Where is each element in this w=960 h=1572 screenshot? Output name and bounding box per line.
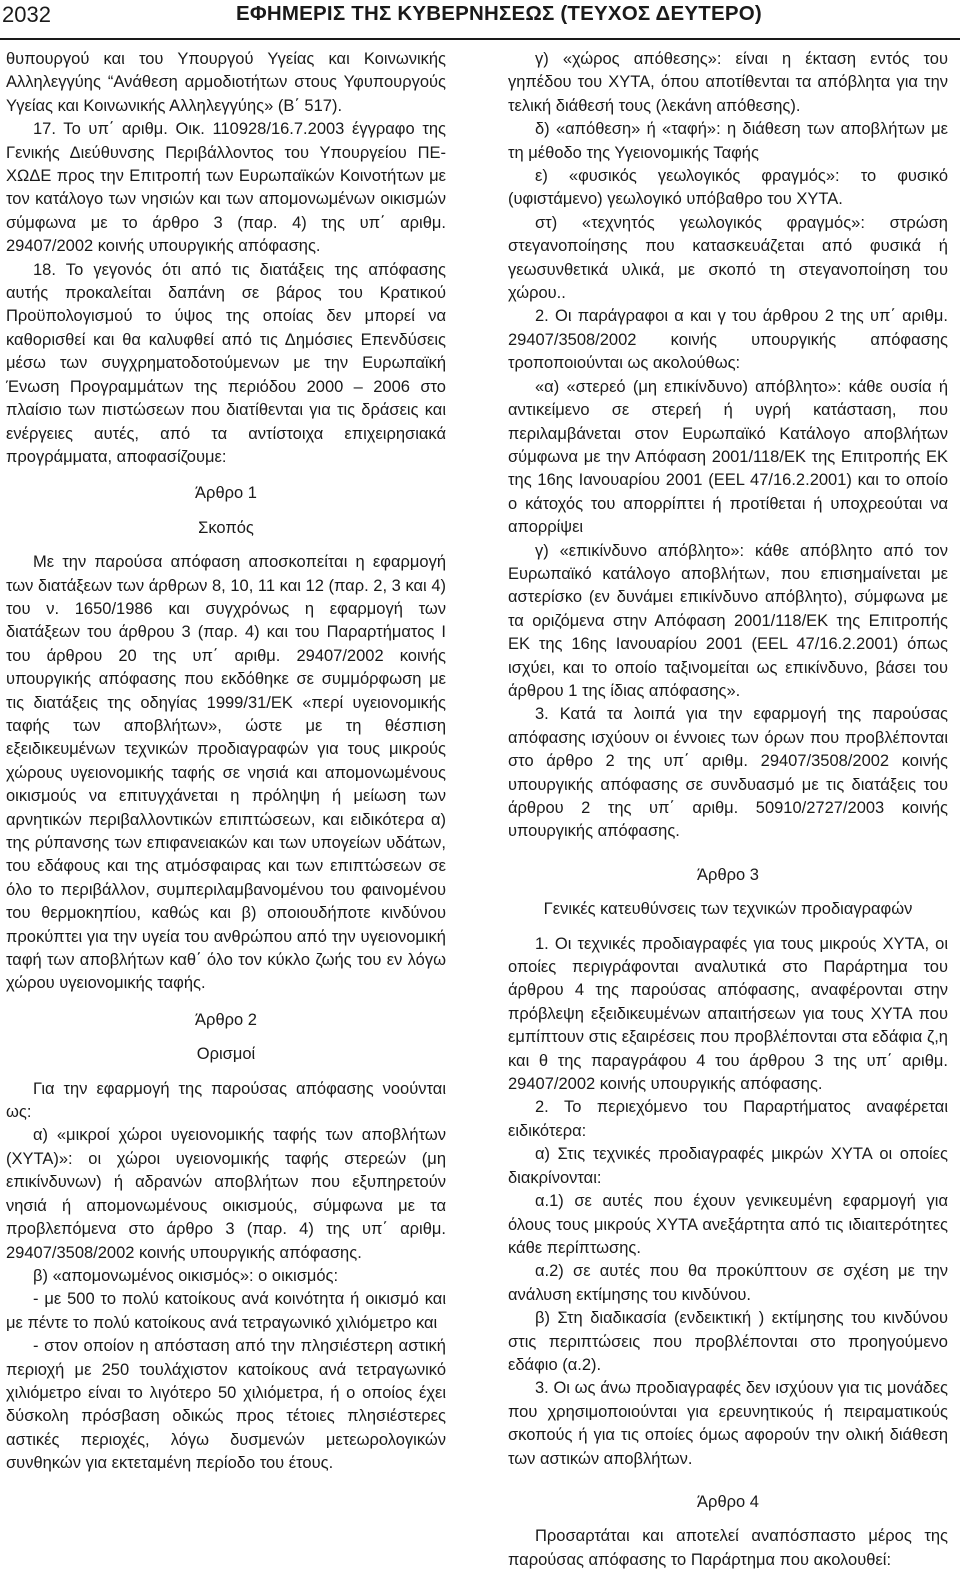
paragraph: ε) «φυσικός γεωλογικός φραγμός»: το φυσικό (υφιστάμενο) γεωλογικό υπόβαθρο του ΧΥΤΑ. (508, 167, 948, 209)
paragraph: α.1) σε αυτές που έχουν γενικευμένη εφαρμογή για όλους τους μικρούς ΧΥΤΑ ανεξάρτητα από τις ιδιαιτερότητες κάθε περίπτωσης. (508, 1192, 948, 1257)
paragraph: γ) «επικίνδυνο απόβλητο»: κάθε απόβλητο από τον Ευρωπαϊκό κατάλογο αποβλήτων, που επισημαίνεται με αστερίσκο (εν δυνάμει επικίνδυνο απόβλητο), σύμφωνα με τα οριζόμενα στην Απόφαση 2001/118/ΕΚ της Επιτροπής ΕΚ της 16ης Ιανουαρίου 2001 (ΕΕL 47/16.2.2001) όπως ισχύει, και το οποίο ταξινομείται ως επικίνδυνο, βάσει του άρθρου 1 της ίδιας απόφασης». (508, 541, 948, 700)
paragraph: 18. Το γεγονός ότι από τις διατάξεις της απόφασης αυτής προκαλείται δαπάνη σε βάρος του Κρατικού Προϋπολογισμού το ύψος της οποίας δεν μπορεί να καθορισθεί και θα καλυφθεί από τις Δημόσιες Επενδύσεις μέσω των συγχρηματοδοτούμενων με την Ευρωπαϊκή Ένωση Προγραμμάτων της περιόδου 2000 – 2006 στο πλαίσιο των πιστώσεων που διατίθενται για τις δράσεις και ενέργειες αυτές, από τα αντίστοιχα επιχειρησιακά προγράμματα, αποφασίζουμε: (6, 260, 446, 466)
paragraph: στ) «τεχνητός γεωλογικός φραγμός»: στρώση στεγανοποίησης που κατασκευάζεται από φυσικά ή γεωσυνθετικά υλικά, με σκοπό τη στεγανοποίηση του χώρου.. (508, 213, 948, 303)
paragraph: 3. Κατά τα λοιπά για την εφαρμογή της παρούσας απόφασης ισχύουν οι έννοιες των όρων που προβλέπονται στο άρθρο 2 της υπ΄ αριθμ. 29407/3508/2002 κοινής υπουργικής απόφασης σε συνδυασμό με τις διατάξεις του άρθρου 2 της υπ΄ αριθμ. 50910/2727/2003 κοινής υπουργικής απόφασης. (508, 705, 948, 841)
article-4-heading: Άρθρο 4 (697, 1492, 759, 1511)
paragraph: θυπουργού και του Υπουργού Υγείας και Κοινωνικής Αλληλεγγύης “Ανάθεση αρμοδιοτήτων στους Υφυπουργούς Υγείας και Κοινωνικής Αλληλεγγύης» (Β΄ 517). (6, 50, 446, 115)
paragraph: γ) «χώρος απόθεσης»: είναι η έκταση εντός του γηπέδου του ΧΥΤΑ, όπου αποτίθενται τα απόβλητα για την τελική διάθεσή τους (λεκάνη απόθεσης). (508, 50, 948, 115)
paragraph: 17. Το υπ΄ αριθμ. Οικ. 110928/16.7.2003 έγγραφο της Γενικής Διεύθυνσης Περιβάλλοντος του Υπουργείου ΠΕ-ΧΩΔΕ προς την Επιτροπή των Ευρωπαϊκών Κοινοτήτων με τον κατάλογο των νησιών και των απομονωμένων οικισμών σύμφωνα με το άρθρο 3 (παρ. 4) της υπ΄ αριθμ. 29407/2002 κοινής υπουργικής απόφασης. (6, 120, 446, 256)
paragraph: 2. Το περιεχόμενο του Παραρτήματος αναφέρεται ειδικότερα: (508, 1098, 948, 1140)
paragraph: α.2) σε αυτές που θα προκύπτουν σε σχέση με την ανάλυση εκτίμησης του κινδύνου. (508, 1262, 948, 1304)
paragraph: Με την παρούσα απόφαση αποσκοπείται η εφαρμογή των διατάξεων των άρθρων 8, 10, 11 και 12 (παρ. 2, 3 και 4) του ν. 1650/1986 και συγχρόνως η εφαρμογή των διατάξεων του άρθρου 3 (παρ. 4) και του Παραρτήματος Ι του άρθρου 20 της υπ΄ αριθμ. 29407/2002 κοινής υπουργικής απόφασης που εκδόθηκε σε συμμόρφωση με τις διατάξεις της οδηγίας 1999/31/ΕΚ «περί υγειονομικής ταφής των αποβλήτων», ώστε με τη θέσπιση εξειδικευμένων τεχνικών προδιαγραφών για τους μικρούς χώρους υγειονομικής ταφής σε νησιά και απομονωμένους οικισμούς να επιτυγχάνεται η πρόληψη ή μείωση των αρνητικών περιβαλλοντικών επιπτώσεων, και ειδικότερα α) της ρύπανσης των επιφανειακών και των υπογείων υδάτων, του εδάφους και της ατμόσφαιρας και των επιπτώσεων σε όλο το περιβάλλον, συμπεριλαμβανομένου του φαινομένου του θερμοκηπίου, καθώς και β) οποιουδήποτε κινδύνου προκύπτει για την υγεία του ανθρώπου από την υγειονομική ταφή των αποβλήτων καθ΄ όλο τον κύκλο ζωής του εν λόγω χώρου υγειονομικής ταφής. (6, 553, 446, 993)
article-1-title: Σκοπός (198, 518, 254, 537)
paragraph: - με 500 το πολύ κατοίκους ανά κοινότητα ή οικισμό και με πέντε το πολύ κατοίκους ανά τετραγωνικό χιλιόμετρο και (6, 1290, 446, 1332)
header-rule (0, 38, 960, 40)
paragraph: 1. Οι τεχνικές προδιαγραφές για τους μικρούς ΧΥΤΑ, οι οποίες περιγράφονται αναλυτικά στο Παράρτημα του άρθρου 4 της παρούσας απόφασης, αναφέρονται στην πρόβλεψη εξειδικευμένων απαιτήσεων για τους ΧΥΤΑ που εμπίπτουν στις εξαιρέσεις που προβλέπονται στα εδάφια ζ,η και θ της παραγράφου 4 του άρθρου 3 της υπ΄ αριθμ. 29407/2002 κοινής υπουργικής απόφασης. (508, 934, 948, 1094)
page-header (0, 0, 960, 40)
paragraph: β) «απομονωμένος οικισμός»: ο οικισμός: (33, 1266, 339, 1285)
article-1-heading: Άρθρο 1 (195, 484, 257, 503)
article-3-heading: Άρθρο 3 (697, 865, 759, 884)
paragraph: δ) «απόθεση» ή «ταφή»: η διάθεση των αποβλήτων με τη μέθοδο της Υγειονομικής Ταφής (508, 120, 948, 162)
article-2-title: Ορισμοί (196, 1045, 256, 1064)
paragraph: - στον οποίον η απόσταση από την πλησιέστερη αστική περιοχή με 250 τουλάχιστον κατοίκους ανά τετραγωνικό χιλιόμετρο είναι το λιγότερο 50 χιλιόμετρα, ή ο οποίος έχει δύσκολη πρόσβαση οδικώς προς τέτοιες πλησιέστερες αστικές περιοχές, λόγω δυσμενών μετεωρολογικών συνθηκών για εκτεταμένη περίοδο του έτους. (6, 1337, 446, 1473)
left-column (6, 48, 446, 1476)
right-column (508, 48, 948, 1572)
paragraph: α) Στις τεχνικές προδιαγραφές μικρών ΧΥΤΑ οι οποίες διακρίνονται: (508, 1145, 948, 1187)
article-2-heading: Άρθρο 2 (195, 1010, 257, 1029)
gazette-title: ΕΦΗΜΕΡΙΣ ΤΗΣ ΚΥΒΕΡΝΗΣΕΩΣ (ΤΕΥΧΟΣ ΔΕΥΤΕΡΟ) (236, 2, 762, 25)
paragraph: 2. Οι παράγραφοι α και γ του άρθρου 2 της υπ΄ αριθμ. 29407/3508/2002 κοινής υπουργικής απόφασης τροποποιούνται ως ακολούθως: (508, 307, 948, 373)
paragraph: Προσαρτάται και αποτελεί αναπόσπαστο μέρος της παρούσας απόφασης το Παράρτημα που ακολουθεί: (508, 1527, 948, 1569)
paragraph: «α) «στερεό (μη επικίνδυνο) απόβλητο»: κάθε ουσία ή αντικείμενο σε στερεή ή υγρή κατάσταση, που περιλαμβάνεται στον Ευρωπαϊκό Κατάλογο αποβλήτων σύμφωνα με την Απόφαση 2001/118/ΕΚ της Επιτροπής ΕΚ της 16ης Ιανουαρίου 2001 (ΕΕL 47/16.2.2001) και το οποίο ο κάτοχός του απορρίπτει ή προτίθεται ή υποχρεούται να απορρίψει (508, 377, 948, 537)
article-3-title: Γενικές κατευθύνσεις των τεχνικών προδιαγραφών (543, 900, 913, 919)
paragraph: α) «μικροί χώροι υγειονομικής ταφής των αποβλήτων (ΧΥΤΑ)»: οι χώροι υγειονομικής ταφής στερεών (μη επικίνδυνων) ή αδρανών αποβλήτων που εξυπηρετούν νησιά ή απομονωμένους οικισμούς, σύμφωνα με τα προβλεπόμενα στο άρθρο 3 (παρ. 4) της υπ΄ αριθμ. 29407/3508/2002 κοινής υπουργικής απόφασης. (6, 1126, 446, 1262)
paragraph: 3. Οι ως άνω προδιαγραφές δεν ισχύουν για τις μονάδες που χρησιμοποιούνται για ερευνητικούς ή πειραματικούς σκοπούς ή για τις οποίες όμως αφορούν την ολική διάθεση των αστικών αποβλήτων. (508, 1379, 948, 1468)
paragraph: β) Στη διαδικασία (ενδεικτική ) εκτίμησης του κινδύνου στις περιπτώσεις που προβλέπονται στο προηγούμενο εδάφιο (α.2). (508, 1309, 948, 1374)
page-number: 2032 (2, 2, 51, 27)
paragraph: Για την εφαρμογή της παρούσας απόφασης νοούνται ως: (6, 1079, 446, 1122)
